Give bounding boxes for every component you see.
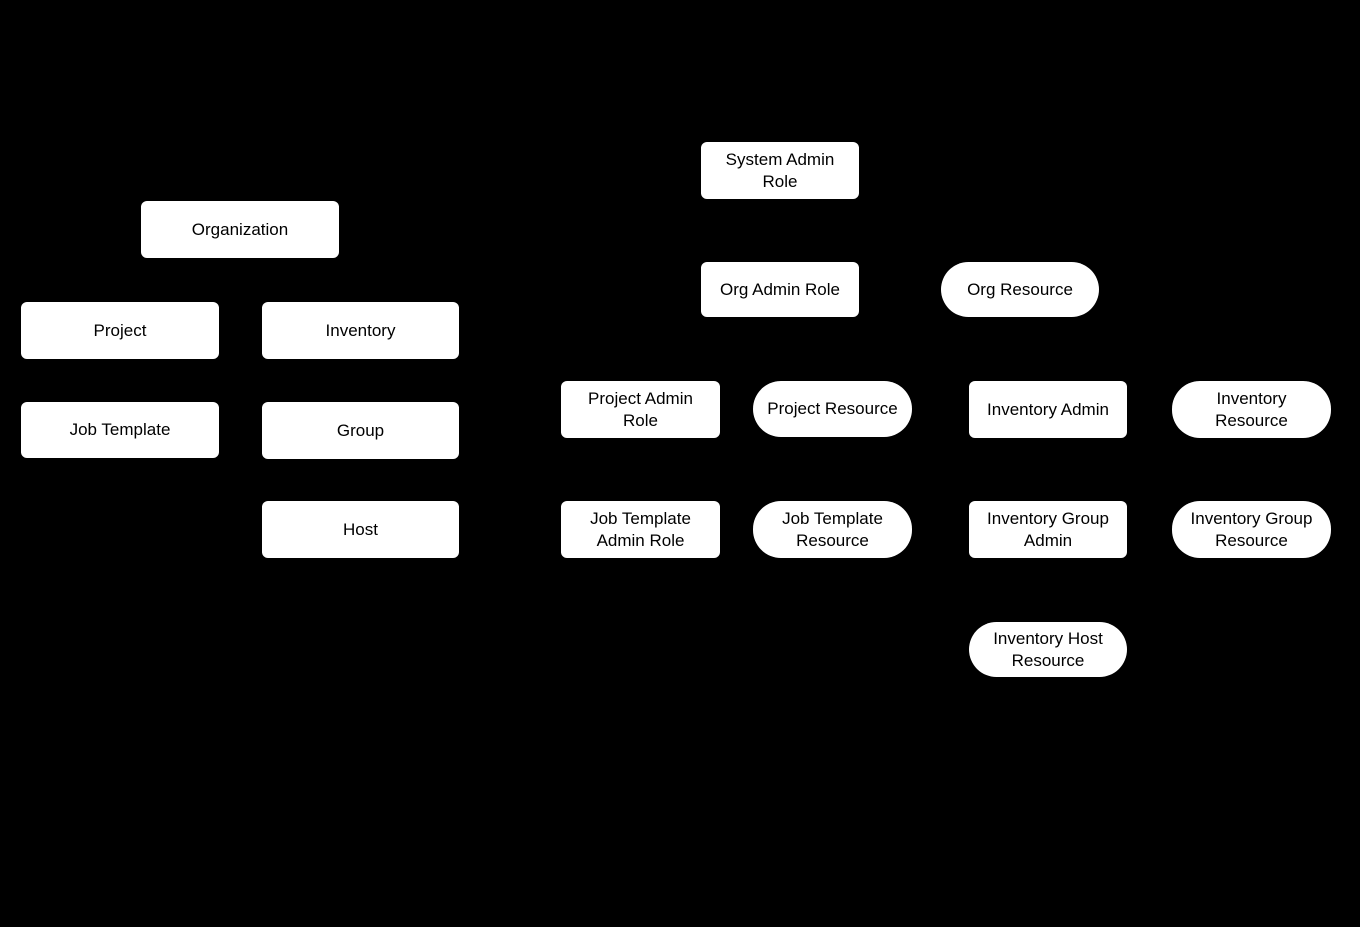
node-inventory-resource: Inventory Resource: [1172, 381, 1331, 438]
node-job-template: Job Template: [21, 402, 219, 458]
node-system-admin-role: System Admin Role: [701, 142, 859, 199]
node-project-admin-role: Project Admin Role: [561, 381, 720, 438]
node-inventory-admin: Inventory Admin: [969, 381, 1127, 438]
node-group: Group: [262, 402, 459, 459]
node-host: Host: [262, 501, 459, 558]
node-inventory: Inventory: [262, 302, 459, 359]
node-inventory-group-admin: Inventory Group Admin: [969, 501, 1127, 558]
node-org-admin-role: Org Admin Role: [701, 262, 859, 317]
node-job-template-admin-role: Job Template Admin Role: [561, 501, 720, 558]
node-project: Project: [21, 302, 219, 359]
node-project-resource: Project Resource: [753, 381, 912, 437]
node-inventory-host-resource: Inventory Host Resource: [969, 622, 1127, 677]
node-org-resource: Org Resource: [941, 262, 1099, 317]
node-organization: Organization: [141, 201, 339, 258]
node-job-template-resource: Job Template Resource: [753, 501, 912, 558]
node-inventory-group-resource: Inventory Group Resource: [1172, 501, 1331, 558]
